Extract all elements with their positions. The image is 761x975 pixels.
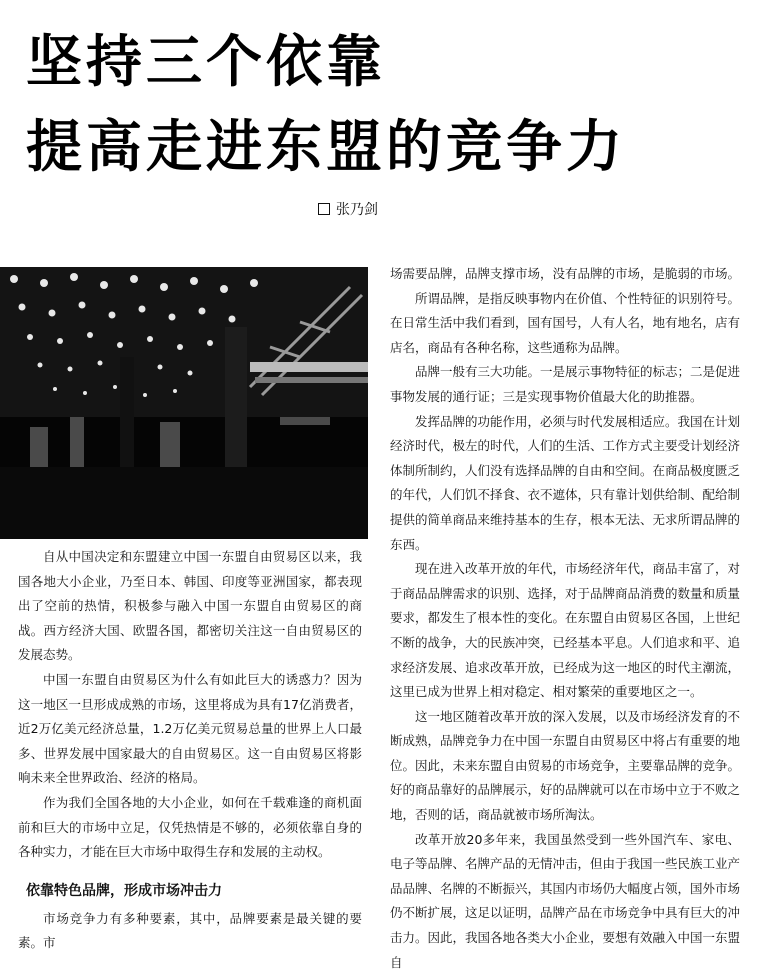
paragraph: 现在进入改革开放的年代，市场经济年代，商品丰富了，对于商品品牌需求的识别、选择，对于品牌商品消费的数量和质量要求，都发生了根本性的变化。在东盟自由贸易区各国，上世纪不断的战争，大的民族冲突，已经基本平息。人们追求和平、追求经济发展、追求改革开放，已经成为这一地区的时代主潮流，这里已成为世界上相对稳定、相对繁荣的重要地区之一。 — [390, 561, 741, 700]
paragraph-continuation: 场需要品牌，品牌支撑市场，没有品牌的市场，是脆弱的市场。 — [390, 266, 741, 281]
paragraph: 中国一东盟自由贸易区为什么有如此巨大的诱惑力？因为这一地区一旦形成成熟的市场，这里将成为具有17亿消费者，近2万亿美元经济总量，1.2万亿美元贸易总量的世界上人口最多、世界发展中国家最大的自由贸易区。这一自由贸易区将影响未来全世界政治、经济的格局。 — [18, 671, 362, 786]
paragraph: 改革开放20多年来，我国虽然受到一些外国汽车、家电、电子等品牌、名牌产品的无情冲击，但由于我国一些民族工业产品品牌、名牌的不断振兴，其国内市场仍大幅度占领，国外市场仍不断扩展，这足以证明，品牌产品在市场竞争中具有巨大的冲击力。因此，我国各地各类大小企业，要想有效融入中国一东盟自 — [390, 831, 741, 970]
paragraph: 这一地区随着改革开放的深入发展，以及市场经济发育的不断成熟，品牌竞争力在中国一东盟自由贸易区中将占有重要的地位。因此，未来东盟自由贸易的市场竞争，主要靠品牌的竞争。好的商品靠好的品牌展示，好的品牌就可以在市场中立于不败之地，否则的话，商品就被市场所淘汰。 — [390, 708, 741, 823]
market-interior-photo-icon — [0, 267, 368, 539]
right-column — [390, 262, 740, 975]
byline — [318, 200, 378, 220]
article-photo — [0, 267, 368, 539]
paragraph: 品牌一般有三大功能。一是展示事物特征的标志；二是促进事物发展的通行证；三是实现事物价值最大化的助推器。 — [390, 364, 741, 404]
section-heading: 依靠特色品牌，形成市场冲击力 — [26, 882, 222, 899]
paragraph: 自从中国决定和东盟建立中国一东盟自由贸易区以来，我国各地大小企业，乃至日本、韩国、印度等亚洲国家，都表现出了空前的热情，积极参与融入中国一东盟自由贸易区的商战。西方经济大国、欧盟各国，都密切关注这一自由贸易区的发展态势。 — [18, 549, 362, 663]
square-bullet-icon — [318, 203, 330, 215]
paragraph: 作为我们全国各地的大小企业，如何在千载难逢的商机面前和巨大的市场中立足，仅凭热情是不够的，必须依靠自身的各种实力，才能在巨大市场中取得生存和发展的主动权。 — [18, 794, 362, 860]
article-title-line-2: 提高走进东盟的竞争力 — [26, 115, 626, 180]
paragraph: 发挥品牌的功能作用，必须与时代发展相适应。我国在计划经济时代，极左的时代，人们的生活、工作方式主要受计划经济体制所制约，人们没有选择品牌的自由和空间。在商品极度匮乏的年代，人们饥不择食、衣不遮体，只有靠计划供给制、配给制提供的简单商品来维持基本的生存，根本无法、无求所谓品牌的东西。 — [390, 413, 741, 552]
paragraph: 市场竞争力有多种要素，其中，品牌要素是最关键的要素。市 — [18, 910, 362, 951]
paragraph: 所谓品牌，是指反映事物内在价值、个性特征的识别符号。在日常生活中我们看到，国有国号，人有人名，地有地名，店有店名，商品有各种名称，这些通称为品牌。 — [390, 290, 741, 355]
article-title-line-1: 坚持三个依靠 — [26, 30, 386, 95]
author-name: 张乃剑 — [336, 202, 378, 218]
left-column — [18, 545, 362, 956]
